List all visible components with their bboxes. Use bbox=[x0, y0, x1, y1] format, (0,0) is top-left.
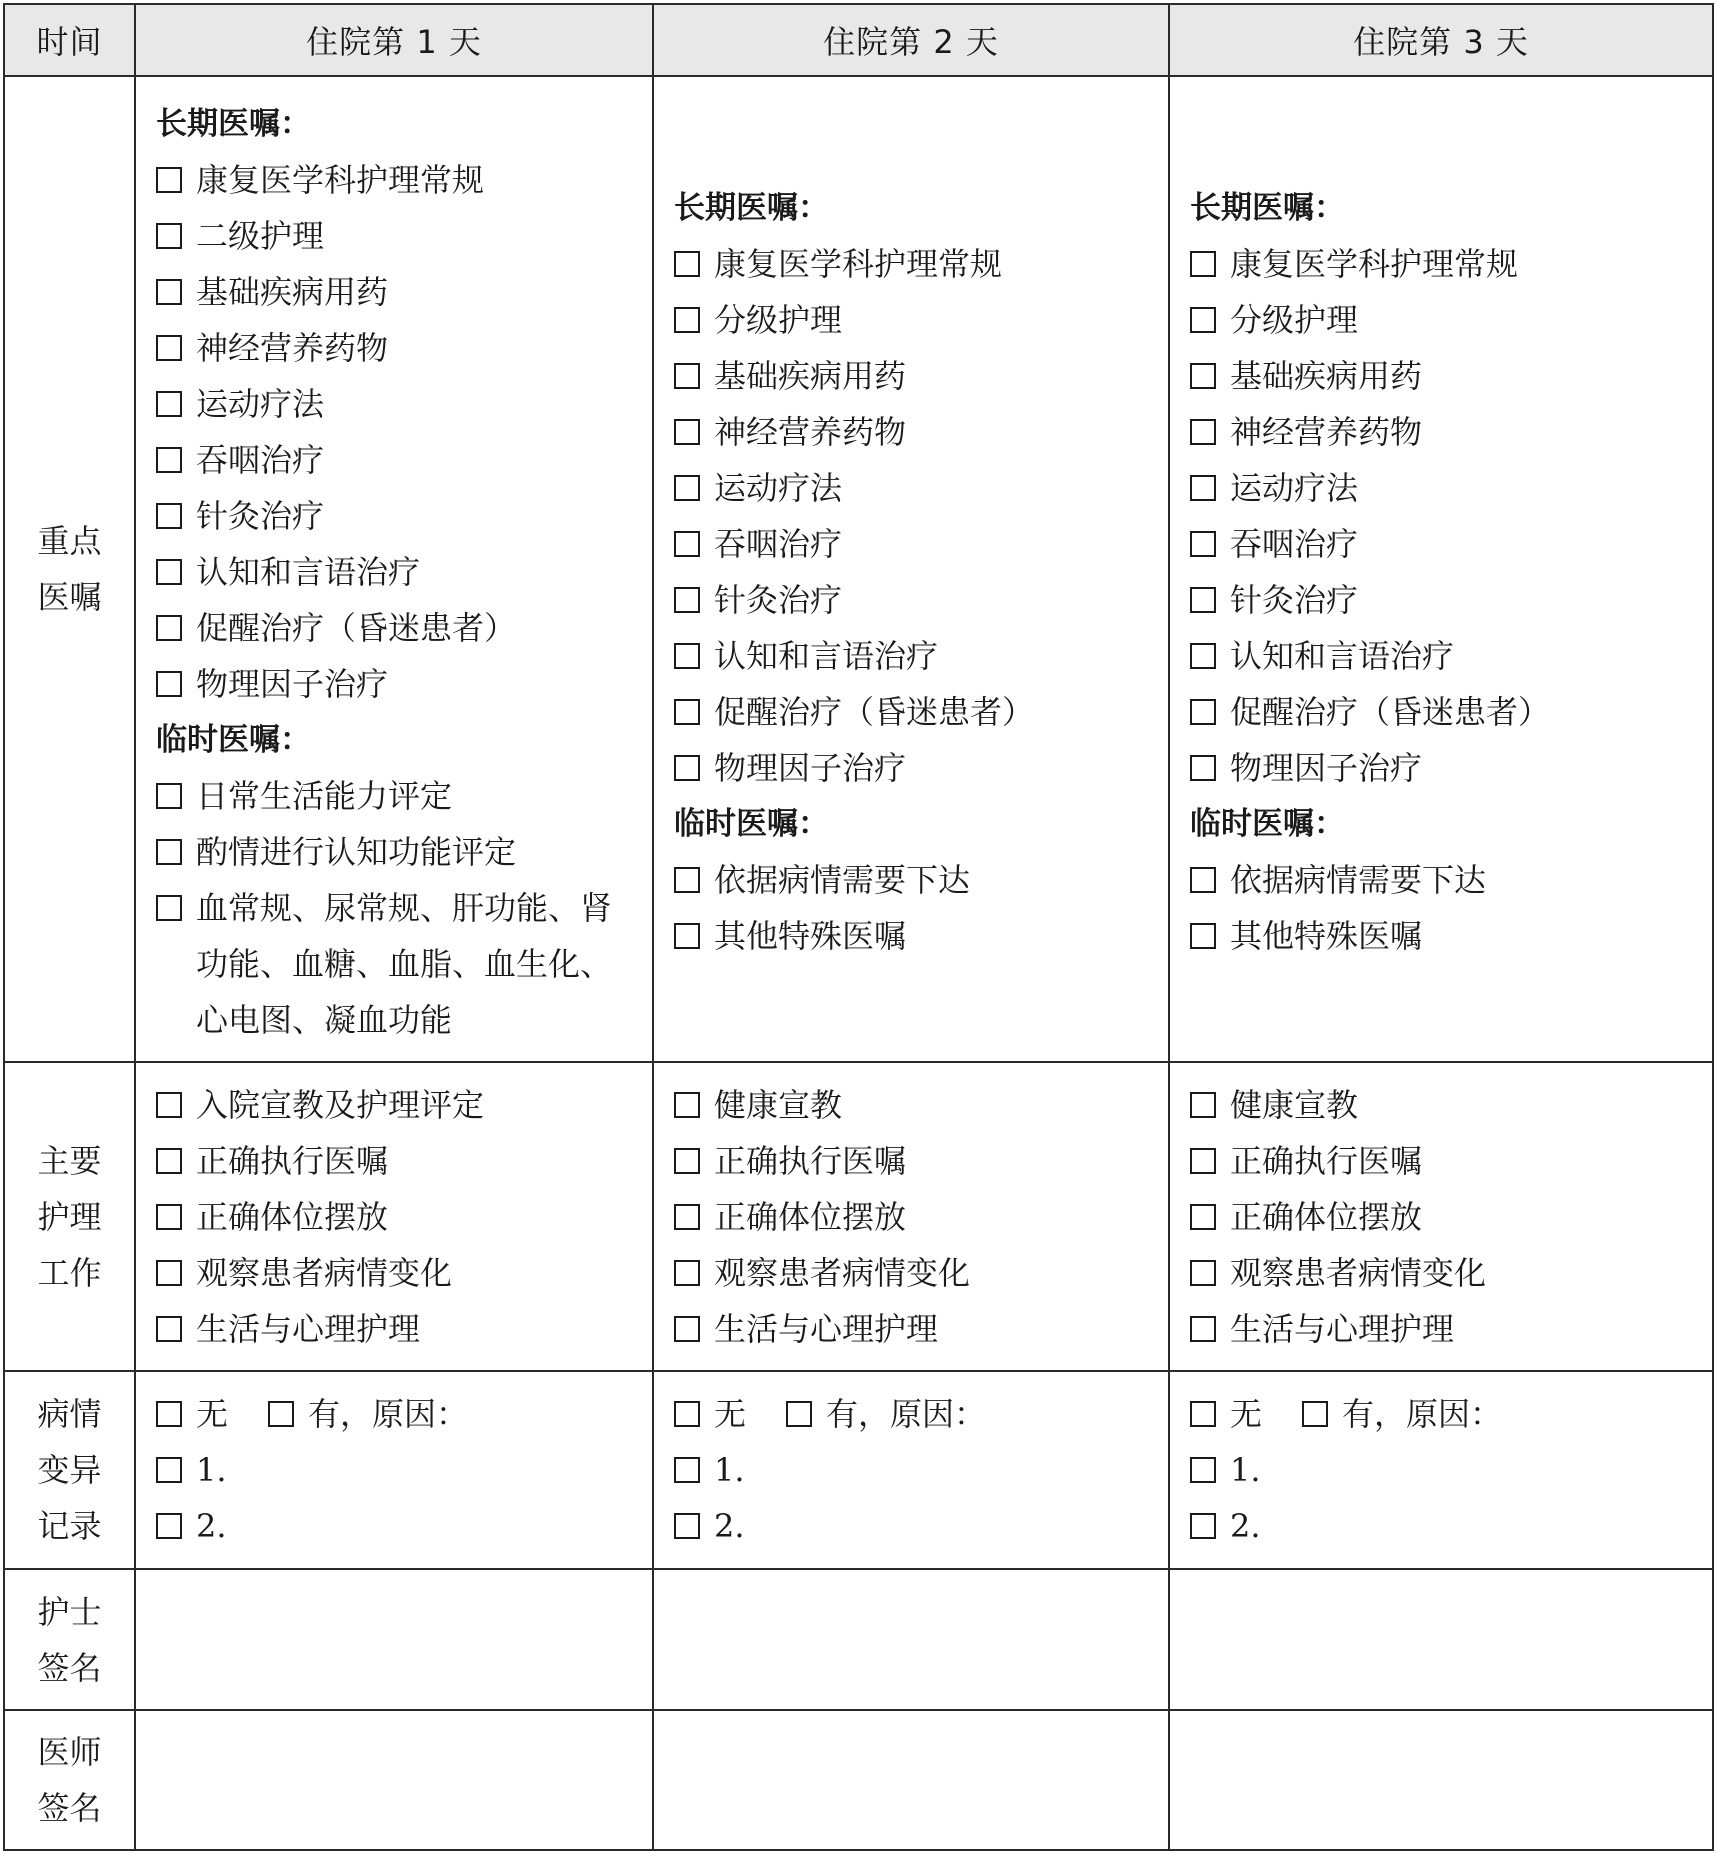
variance-yes-option bbox=[268, 1386, 468, 1442]
orders-row bbox=[4, 76, 1713, 1062]
checklist-item bbox=[674, 1245, 1158, 1301]
checklist-item-label: 吞咽治疗 bbox=[196, 441, 325, 479]
checkbox[interactable] bbox=[156, 671, 182, 697]
checklist-item-label: 物理因子治疗 bbox=[714, 749, 907, 787]
orders-day-2 bbox=[653, 76, 1169, 1062]
care-row-label: 主要 护理 工作 bbox=[4, 1062, 135, 1371]
checklist-item bbox=[156, 1301, 642, 1357]
checkbox[interactable] bbox=[674, 867, 700, 893]
checklist-item-label: 康复医学科护理常规 bbox=[196, 161, 485, 199]
nurse-signature-day-1[interactable] bbox=[135, 1569, 653, 1710]
checkbox[interactable] bbox=[674, 251, 700, 277]
checklist-item bbox=[156, 208, 642, 264]
checkbox[interactable] bbox=[1190, 251, 1216, 277]
checkbox[interactable] bbox=[1190, 699, 1216, 725]
checklist-item-label: 生活与心理护理 bbox=[196, 1309, 421, 1348]
checklist-item-label: 认知和言语治疗 bbox=[1230, 637, 1455, 675]
checklist-item-label: 观察患者病情变化 bbox=[196, 1253, 453, 1292]
checklist-item-label: 观察患者病情变化 bbox=[1230, 1253, 1487, 1292]
checklist-item-label: 神经营养药物 bbox=[714, 413, 907, 451]
variance-none-label: 无 bbox=[714, 1395, 747, 1433]
checklist-item bbox=[1190, 292, 1702, 348]
checklist-item-label: 生活与心理护理 bbox=[714, 1309, 939, 1348]
checklist-item bbox=[1190, 1133, 1702, 1189]
checkbox[interactable] bbox=[156, 1260, 182, 1286]
checkbox[interactable] bbox=[674, 1457, 700, 1483]
checklist-item bbox=[674, 852, 1158, 908]
checkbox[interactable] bbox=[674, 1513, 700, 1539]
doctor-signature-day-1[interactable] bbox=[135, 1710, 653, 1850]
temporary-orders-title: 临时医嘱： bbox=[1190, 806, 1345, 842]
checklist-item-label: 2. bbox=[1230, 1507, 1261, 1545]
checklist-item bbox=[156, 1133, 642, 1189]
checklist-item-label: 物理因子治疗 bbox=[1230, 749, 1423, 787]
checklist-item bbox=[674, 516, 1158, 572]
variance-none-label: 无 bbox=[1230, 1395, 1263, 1433]
checklist-item-label: 血常规、尿常规、肝功能、肾功能、血糖、血脂、血生化、心电图、凝血功能 bbox=[196, 889, 613, 1039]
checkbox[interactable] bbox=[1190, 531, 1216, 557]
checklist-item bbox=[156, 1245, 642, 1301]
checklist-item-label: 健康宣教 bbox=[1230, 1085, 1359, 1124]
checklist-item-label: 正确执行医嘱 bbox=[196, 1141, 389, 1180]
checklist-item bbox=[1190, 1077, 1702, 1133]
orders-day-3 bbox=[1169, 76, 1713, 1062]
checkbox[interactable] bbox=[156, 391, 182, 417]
checklist-item bbox=[156, 264, 642, 320]
checklist-item-label: 1. bbox=[1230, 1451, 1261, 1489]
checkbox[interactable] bbox=[1190, 755, 1216, 781]
checklist-item-label: 物理因子治疗 bbox=[196, 665, 389, 703]
temporary-orders-title: 临时医嘱： bbox=[156, 722, 311, 758]
checklist-item-label: 健康宣教 bbox=[714, 1085, 843, 1124]
checklist-item-label: 运动疗法 bbox=[1230, 469, 1359, 507]
checklist-item bbox=[1190, 684, 1702, 740]
checklist-item-label: 分级护理 bbox=[1230, 301, 1359, 339]
header-day-2: 住院第 2 天 bbox=[653, 4, 1169, 76]
doctor-signature-day-2[interactable] bbox=[653, 1710, 1169, 1850]
checkbox[interactable] bbox=[1190, 867, 1216, 893]
checkbox[interactable] bbox=[268, 1401, 294, 1427]
checklist-item bbox=[674, 236, 1158, 292]
nurse-signature-label: 护士 签名 bbox=[4, 1569, 135, 1710]
checklist-item bbox=[1190, 404, 1702, 460]
checkbox[interactable] bbox=[674, 699, 700, 725]
care-row bbox=[4, 1062, 1713, 1371]
checkbox[interactable] bbox=[156, 839, 182, 865]
checklist-item bbox=[674, 348, 1158, 404]
orders-day-1 bbox=[135, 76, 653, 1062]
checklist-item-label: 促醒治疗（昏迷患者） bbox=[196, 609, 517, 647]
checklist-item-label: 1. bbox=[714, 1451, 745, 1489]
checkbox[interactable] bbox=[156, 447, 182, 473]
checkbox[interactable] bbox=[1190, 1457, 1216, 1483]
checkbox[interactable] bbox=[156, 559, 182, 585]
checkbox[interactable] bbox=[674, 1092, 700, 1118]
care-day-3 bbox=[1169, 1062, 1713, 1371]
checklist-item-label: 针灸治疗 bbox=[196, 497, 325, 535]
checklist-item bbox=[1190, 1301, 1702, 1357]
variance-yes-label: 有，原因： bbox=[308, 1395, 469, 1433]
checklist-item-label: 正确执行医嘱 bbox=[1230, 1141, 1423, 1180]
checkbox[interactable] bbox=[156, 1401, 182, 1427]
checklist-item bbox=[1190, 348, 1702, 404]
checklist-item bbox=[1190, 236, 1702, 292]
nurse-signature-day-2[interactable] bbox=[653, 1569, 1169, 1710]
checklist-item bbox=[674, 1077, 1158, 1133]
checkbox[interactable] bbox=[1190, 1092, 1216, 1118]
checkbox[interactable] bbox=[156, 1457, 182, 1483]
checklist-item-label: 认知和言语治疗 bbox=[714, 637, 939, 675]
checkbox[interactable] bbox=[1190, 1401, 1216, 1427]
checkbox[interactable] bbox=[674, 587, 700, 613]
checklist-item bbox=[156, 488, 642, 544]
checklist-item bbox=[156, 600, 642, 656]
checklist-item-label: 2. bbox=[714, 1507, 745, 1545]
variance-yes-option bbox=[786, 1386, 986, 1442]
checkbox[interactable] bbox=[1190, 923, 1216, 949]
checkbox[interactable] bbox=[674, 363, 700, 389]
variance-none-option bbox=[1190, 1386, 1262, 1442]
checklist-item-label: 吞咽治疗 bbox=[714, 525, 843, 563]
checkbox[interactable] bbox=[674, 755, 700, 781]
checkbox[interactable] bbox=[156, 279, 182, 305]
checklist-item bbox=[156, 432, 642, 488]
variance-yes-option bbox=[1302, 1386, 1502, 1442]
checklist-item bbox=[1190, 1442, 1702, 1498]
checklist-item-label: 运动疗法 bbox=[714, 469, 843, 507]
checklist-item-label: 其他特殊医嘱 bbox=[1230, 917, 1423, 955]
checkbox[interactable] bbox=[674, 1260, 700, 1286]
checklist-item bbox=[156, 824, 642, 880]
checklist-item-label: 正确体位摆放 bbox=[714, 1197, 907, 1236]
care-day-1 bbox=[135, 1062, 653, 1371]
checkbox[interactable] bbox=[674, 307, 700, 333]
checklist-item-label: 促醒治疗（昏迷患者） bbox=[714, 693, 1035, 731]
checklist-item bbox=[156, 1442, 642, 1498]
checklist-item-label: 促醒治疗（昏迷患者） bbox=[1230, 693, 1551, 731]
header-time: 时间 bbox=[4, 4, 135, 76]
checklist-item-label: 神经营养药物 bbox=[196, 329, 389, 367]
checklist-item bbox=[156, 152, 642, 208]
checklist-item bbox=[674, 1498, 1158, 1554]
clinical-pathway-table bbox=[3, 3, 1714, 1851]
checklist-item-label: 1. bbox=[196, 1451, 227, 1489]
checklist-item-label: 康复医学科护理常规 bbox=[1230, 245, 1519, 283]
checkbox[interactable] bbox=[1190, 419, 1216, 445]
checklist-item-label: 日常生活能力评定 bbox=[196, 777, 453, 815]
checkbox[interactable] bbox=[1190, 1513, 1216, 1539]
checklist-item bbox=[674, 1301, 1158, 1357]
orders-row-label: 重点 医嘱 bbox=[4, 76, 135, 1062]
checklist-item bbox=[674, 1442, 1158, 1498]
variance-choice-line bbox=[674, 1386, 1158, 1442]
checkbox[interactable] bbox=[1302, 1401, 1328, 1427]
doctor-signature-day-3[interactable] bbox=[1169, 1710, 1713, 1850]
checklist-item-label: 正确体位摆放 bbox=[1230, 1197, 1423, 1236]
checklist-item-label: 2. bbox=[196, 1507, 227, 1545]
checklist-item bbox=[674, 684, 1158, 740]
checkbox[interactable] bbox=[1190, 643, 1216, 669]
header-row bbox=[4, 4, 1713, 76]
long-term-orders-title: 长期医嘱： bbox=[156, 106, 311, 142]
checklist-item bbox=[1190, 1498, 1702, 1554]
checkbox[interactable] bbox=[1190, 1148, 1216, 1174]
checkbox[interactable] bbox=[156, 783, 182, 809]
variance-row-label: 病情 变异 记录 bbox=[4, 1371, 135, 1569]
variance-day-1 bbox=[135, 1371, 653, 1569]
checklist-item bbox=[156, 1077, 642, 1133]
variance-yes-label: 有，原因： bbox=[1342, 1395, 1503, 1433]
checklist-item bbox=[1190, 516, 1702, 572]
checklist-item bbox=[674, 628, 1158, 684]
checklist-item bbox=[1190, 628, 1702, 684]
checkbox[interactable] bbox=[674, 419, 700, 445]
checklist-item-label: 其他特殊医嘱 bbox=[714, 917, 907, 955]
checklist-item-label: 运动疗法 bbox=[196, 385, 325, 423]
variance-yes-label: 有，原因： bbox=[826, 1395, 987, 1433]
checkbox[interactable] bbox=[156, 895, 182, 921]
checklist-item-label: 吞咽治疗 bbox=[1230, 525, 1359, 563]
checklist-item bbox=[1190, 852, 1702, 908]
checkbox[interactable] bbox=[1190, 307, 1216, 333]
checklist-item bbox=[156, 1189, 642, 1245]
doctor-signature-row bbox=[4, 1710, 1713, 1850]
checklist-item bbox=[156, 320, 642, 376]
variance-row bbox=[4, 1371, 1713, 1569]
checkbox[interactable] bbox=[156, 1513, 182, 1539]
checklist-item-label: 认知和言语治疗 bbox=[196, 553, 421, 591]
checkbox[interactable] bbox=[1190, 1316, 1216, 1342]
checklist-item bbox=[156, 376, 642, 432]
checkbox[interactable] bbox=[1190, 1260, 1216, 1286]
checklist-item-label: 酌情进行认知功能评定 bbox=[196, 833, 517, 871]
checklist-item-label: 观察患者病情变化 bbox=[714, 1253, 971, 1292]
checklist-item-label: 正确执行医嘱 bbox=[714, 1141, 907, 1180]
nurse-signature-row bbox=[4, 1569, 1713, 1710]
variance-none-option bbox=[156, 1386, 228, 1442]
checklist-item-label: 依据病情需要下达 bbox=[714, 861, 971, 899]
checklist-item-label: 基础疾病用药 bbox=[1230, 357, 1423, 395]
header-day-1: 住院第 1 天 bbox=[135, 4, 653, 76]
checkbox[interactable] bbox=[674, 1204, 700, 1230]
checklist-item bbox=[156, 544, 642, 600]
checkbox[interactable] bbox=[156, 615, 182, 641]
checkbox[interactable] bbox=[674, 1316, 700, 1342]
checklist-item bbox=[156, 880, 642, 1048]
checkbox[interactable] bbox=[156, 223, 182, 249]
checkbox[interactable] bbox=[1190, 363, 1216, 389]
checklist-item-label: 神经营养药物 bbox=[1230, 413, 1423, 451]
checklist-item bbox=[674, 292, 1158, 348]
checklist-item-label: 针灸治疗 bbox=[1230, 581, 1359, 619]
long-term-orders-title: 长期医嘱： bbox=[1190, 190, 1345, 226]
checklist-item-label: 基础疾病用药 bbox=[196, 273, 389, 311]
checklist-item bbox=[1190, 740, 1702, 796]
checklist-item-label: 基础疾病用药 bbox=[714, 357, 907, 395]
checklist-item bbox=[1190, 1245, 1702, 1301]
checkbox[interactable] bbox=[674, 1401, 700, 1427]
variance-none-option bbox=[674, 1386, 746, 1442]
checkbox[interactable] bbox=[1190, 1204, 1216, 1230]
checklist-item bbox=[1190, 1189, 1702, 1245]
nurse-signature-day-3[interactable] bbox=[1169, 1569, 1713, 1710]
care-day-2 bbox=[653, 1062, 1169, 1371]
checklist-item bbox=[674, 1133, 1158, 1189]
checkbox[interactable] bbox=[156, 1204, 182, 1230]
doctor-signature-label: 医师 签名 bbox=[4, 1710, 135, 1850]
checklist-item-label: 针灸治疗 bbox=[714, 581, 843, 619]
variance-choice-line bbox=[156, 1386, 642, 1442]
checklist-item bbox=[674, 1189, 1158, 1245]
header-day-3: 住院第 3 天 bbox=[1169, 4, 1713, 76]
checkbox[interactable] bbox=[674, 1148, 700, 1174]
checklist-item bbox=[674, 908, 1158, 964]
checklist-item bbox=[674, 404, 1158, 460]
checkbox[interactable] bbox=[156, 335, 182, 361]
checkbox[interactable] bbox=[156, 1092, 182, 1118]
checklist-item bbox=[674, 460, 1158, 516]
long-term-orders-title: 长期医嘱： bbox=[674, 190, 829, 226]
variance-day-3 bbox=[1169, 1371, 1713, 1569]
checkbox[interactable] bbox=[1190, 587, 1216, 613]
checkbox[interactable] bbox=[674, 643, 700, 669]
checklist-item-label: 康复医学科护理常规 bbox=[714, 245, 1003, 283]
checklist-item bbox=[156, 656, 642, 712]
checklist-item bbox=[1190, 572, 1702, 628]
variance-choice-line bbox=[1190, 1386, 1702, 1442]
checklist-item bbox=[156, 1498, 642, 1554]
checkbox[interactable] bbox=[1190, 475, 1216, 501]
variance-none-label: 无 bbox=[196, 1395, 229, 1433]
checklist-item bbox=[1190, 460, 1702, 516]
checkbox[interactable] bbox=[786, 1401, 812, 1427]
checkbox[interactable] bbox=[674, 475, 700, 501]
checkbox[interactable] bbox=[156, 1148, 182, 1174]
checkbox[interactable] bbox=[674, 531, 700, 557]
checklist-item bbox=[156, 768, 642, 824]
temporary-orders-title: 临时医嘱： bbox=[674, 806, 829, 842]
checkbox[interactable] bbox=[156, 1316, 182, 1342]
variance-day-2 bbox=[653, 1371, 1169, 1569]
checklist-item bbox=[674, 572, 1158, 628]
checklist-item-label: 二级护理 bbox=[196, 217, 325, 255]
checklist-item-label: 入院宣教及护理评定 bbox=[196, 1085, 485, 1124]
checklist-item bbox=[1190, 908, 1702, 964]
checkbox[interactable] bbox=[156, 503, 182, 529]
checkbox[interactable] bbox=[674, 923, 700, 949]
checklist-item-label: 依据病情需要下达 bbox=[1230, 861, 1487, 899]
checklist-item-label: 分级护理 bbox=[714, 301, 843, 339]
checklist-item bbox=[674, 740, 1158, 796]
checkbox[interactable] bbox=[156, 167, 182, 193]
checklist-item-label: 生活与心理护理 bbox=[1230, 1309, 1455, 1348]
checklist-item-label: 正确体位摆放 bbox=[196, 1197, 389, 1236]
